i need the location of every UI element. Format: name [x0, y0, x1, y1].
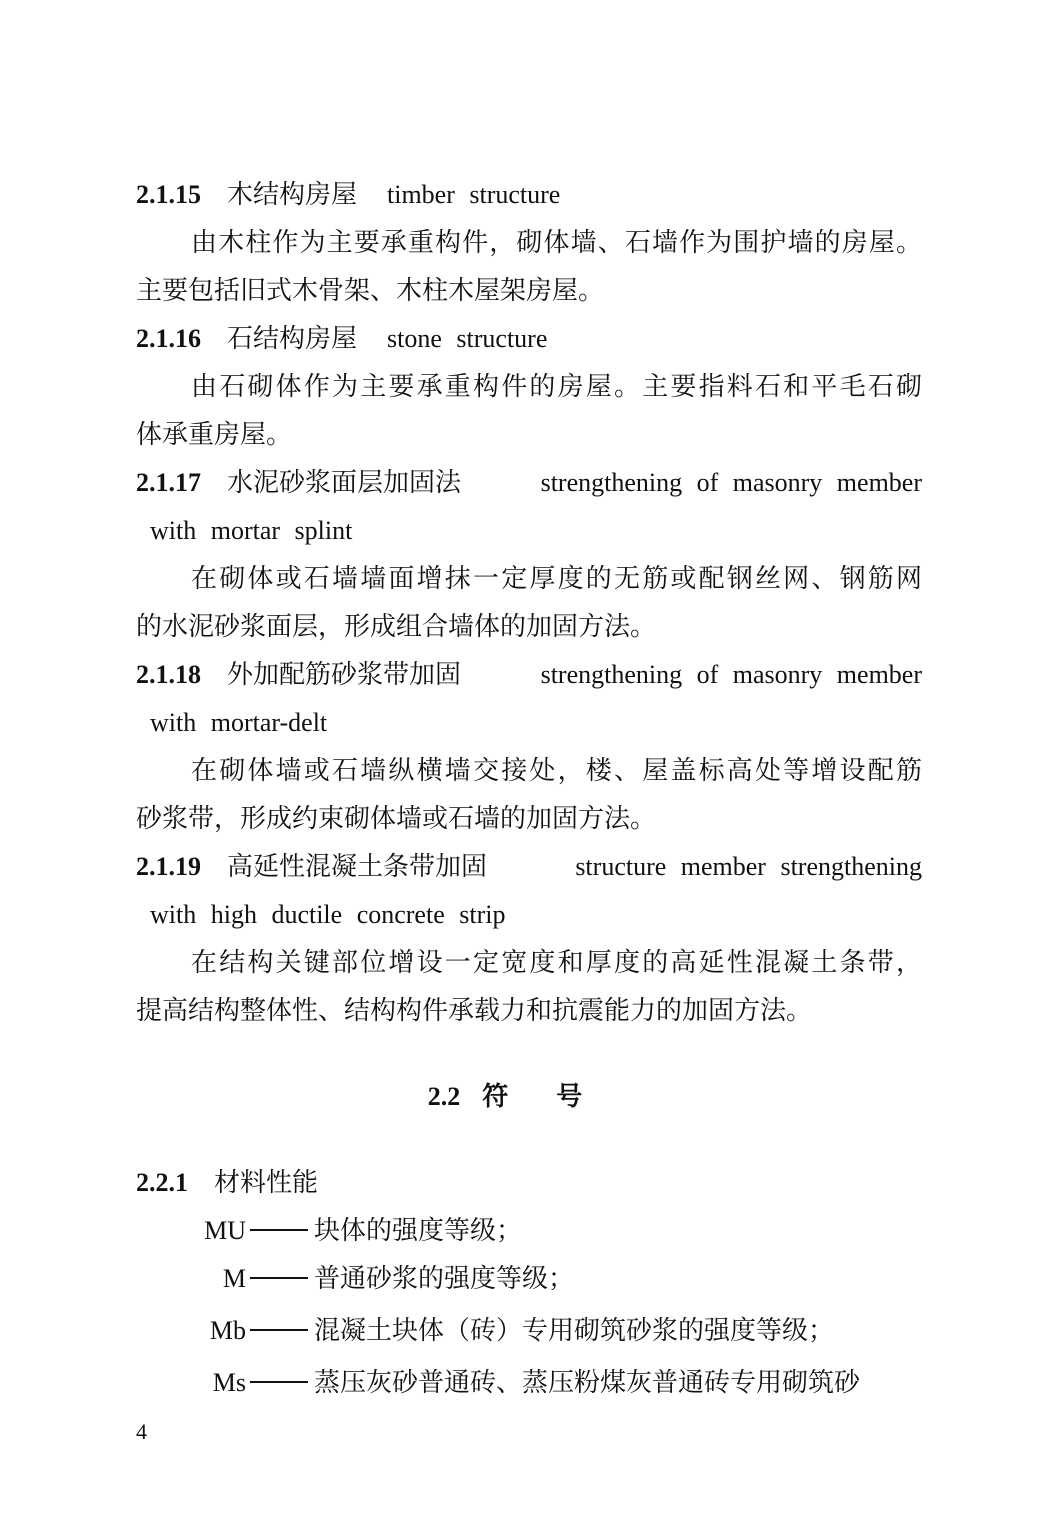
symbol-entry [136, 1314, 834, 1348]
term-english: strengthening of masonry member [540, 468, 922, 497]
em-dash [250, 1329, 308, 1331]
subsection-number: 2.2.1 [136, 1168, 188, 1197]
term-definition-line: 砂浆带，形成约束砌体墙或石墙的加固方法。 [136, 804, 657, 834]
term-chinese: 外加配筋砂浆带加固 [227, 660, 462, 690]
subsection-heading [136, 1166, 922, 1200]
section-title: 符号 [482, 1082, 631, 1112]
symbol-description: 普通砂浆的强度等级； [314, 1264, 575, 1294]
term-heading-2-1-16 [136, 322, 922, 356]
term-definition-line: 在结构关键部位增设一定宽度和厚度的高延性混凝土条带， [191, 948, 922, 978]
symbol-description: 蒸压灰砂普通砖、蒸压粉煤灰普通砖专用砌筑砂 [314, 1368, 861, 1398]
term-definition-line: 的水泥砂浆面层，形成组合墙体的加固方法。 [136, 612, 657, 642]
term-chinese: 石结构房屋 [227, 324, 358, 354]
term-chinese: 高延性混凝土条带加固 [227, 852, 488, 882]
term-english-continuation: with high ductile concrete strip [150, 900, 506, 929]
term-definition-line: 主要包括旧式木骨架、木柱木屋架房屋。 [136, 276, 605, 306]
term-heading-2-1-17 [136, 466, 922, 500]
symbol-description: 混凝土块体（砖）专用砌筑砂浆的强度等级； [314, 1316, 835, 1346]
symbol-entry [136, 1262, 574, 1296]
term-english-continuation: with mortar-delt [150, 708, 328, 737]
term-definition-line: 由木柱作为主要承重构件，砌体墙、石墙作为围护墙的房屋。 [191, 228, 922, 258]
symbol-key: MU [204, 1216, 246, 1245]
section-number: 2.2 [427, 1082, 461, 1111]
term-definition-line: 提高结构整体性、结构构件承载力和抗震能力的加固方法。 [136, 996, 813, 1026]
page-number: 4 [136, 1419, 147, 1444]
term-definition-line: 在砌体或石墙墙面增抹一定厚度的无筋或配钢丝网、钢筋网 [191, 564, 922, 594]
section-heading [0, 1080, 1058, 1114]
symbol-key: Ms [212, 1368, 246, 1397]
term-english-continuation: with mortar splint [150, 516, 353, 545]
term-number: 2.1.17 [136, 468, 201, 497]
term-english: structure member strengthening [575, 852, 922, 881]
symbol-description: 块体的强度等级； [314, 1216, 523, 1246]
term-number: 2.1.15 [136, 180, 201, 209]
em-dash [250, 1229, 308, 1231]
term-heading-2-1-19 [136, 850, 922, 884]
term-chinese: 水泥砂浆面层加固法 [227, 468, 462, 498]
term-definition-line: 在砌体墙或石墙纵横墙交接处，楼、屋盖标高处等增设配筋 [191, 756, 922, 786]
term-definition-line: 体承重房屋。 [136, 420, 293, 450]
term-heading-2-1-15 [136, 178, 922, 212]
term-definition-line: 由石砌体作为主要承重构件的房屋。主要指料石和平毛石砌 [191, 372, 922, 402]
em-dash [250, 1277, 308, 1279]
symbol-key: Mb [209, 1316, 246, 1345]
term-number: 2.1.18 [136, 660, 201, 689]
term-number: 2.1.19 [136, 852, 201, 881]
term-english: stone structure [387, 324, 548, 353]
term-number: 2.1.16 [136, 324, 201, 353]
term-chinese: 木结构房屋 [227, 180, 358, 210]
term-english: timber structure [387, 180, 561, 209]
symbol-entry [136, 1214, 522, 1248]
symbol-entry [136, 1366, 860, 1400]
term-english: strengthening of masonry member [540, 660, 922, 689]
term-heading-2-1-18 [136, 658, 922, 692]
symbol-key: M [222, 1264, 246, 1293]
subsection-title: 材料性能 [214, 1168, 319, 1198]
em-dash [250, 1381, 308, 1383]
